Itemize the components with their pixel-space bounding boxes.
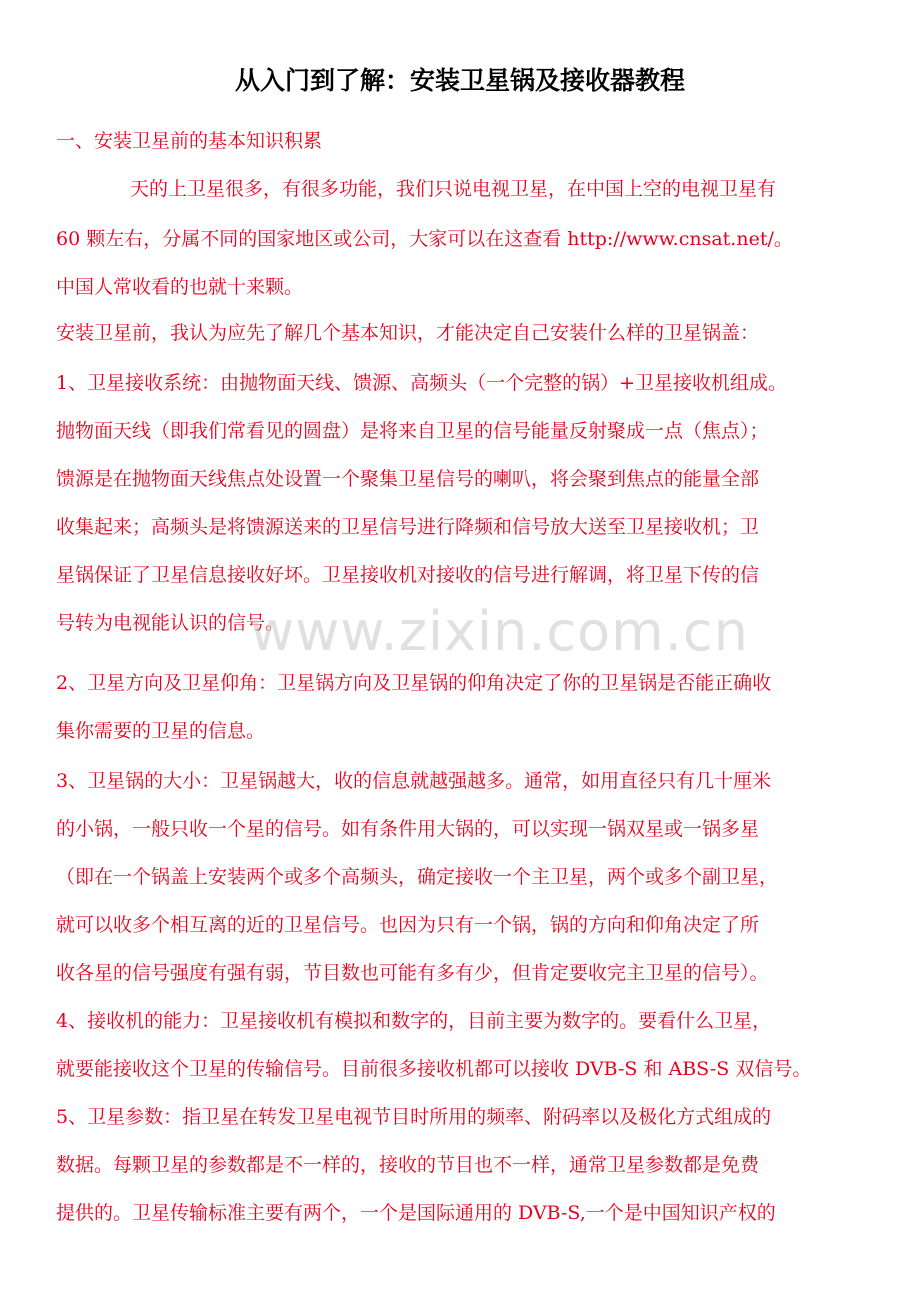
paragraph-line: 数据。每颗卫星的参数都是不一样的，接收的节目也不一样，通常卫星参数都是免费 [56, 1154, 760, 1176]
paragraph-line: 中国人常收看的也就十来颗。 [56, 276, 304, 298]
paragraph-line: 60 颗左右，分属不同的国家地区或公司，大家可以在这查看 http://www.cnsat.net/。 [56, 228, 793, 250]
document-title: 从入门到了解：安装卫星锅及接收器教程 [234, 66, 685, 95]
paragraph-line: 集你需要的卫星的信息。 [56, 720, 266, 742]
paragraph-line: 星锅保证了卫星信息接收好坏。卫星接收机对接收的信号进行解调，将卫星下传的信 [56, 564, 760, 586]
paragraph-line: 号转为电视能认识的信号。 [56, 612, 285, 634]
paragraph-line: 抛物面天线（即我们常看见的圆盘）是将来自卫星的信号能量反射聚成一点（焦点）； [56, 420, 769, 442]
paragraph-line: 馈源是在抛物面天线焦点处设置一个聚集卫星信号的喇叭，将会聚到焦点的能量全部 [56, 468, 760, 490]
paragraph-line: 安装卫星前，我认为应先了解几个基本知识，才能决定自己安装什么样的卫星锅盖： [56, 322, 760, 344]
paragraph-line: 提供的。卫星传输标准主要有两个，一个是国际通用的 DVB-S,一个是中国知识产权的 [56, 1202, 776, 1224]
list-item-line: 5、卫星参数：指卫星在转发卫星电视节目时所用的频率、附码率以及极化方式组成的 [56, 1106, 772, 1128]
section-heading: 一、安装卫星前的基本知识积累 [56, 130, 323, 152]
list-item-line: 3、卫星锅的大小：卫星锅越大，收的信息就越强越多。通常，如用直径只有几十厘米 [56, 770, 772, 792]
paragraph-line: 的小锅，一般只收一个星的信号。如有条件用大锅的，可以实现一锅双星或一锅多星 [56, 818, 760, 840]
list-item-line: 4、接收机的能力：卫星接收机有模拟和数字的，目前主要为数字的。要看什么卫星， [56, 1010, 772, 1032]
paragraph-line: （即在一个锅盖上安装两个或多个高频头，确定接收一个主卫星，两个或多个副卫星， [56, 866, 779, 888]
paragraph-line: 天的上卫星很多，有很多功能，我们只说电视卫星，在中国上空的电视卫星有 [130, 178, 777, 200]
watermark: www.zixin.com.cn [250, 600, 749, 663]
list-item-line: 1、卫星接收系统：由抛物面天线、馈源、高频头（一个完整的锅）+卫星接收机组成。 [56, 372, 788, 394]
paragraph-line: 就可以收多个相互离的近的卫星信号。也因为只有一个锅，锅的方向和仰角决定了所 [56, 914, 760, 936]
list-item-line: 2、卫星方向及卫星仰角：卫星锅方向及卫星锅的仰角决定了你的卫星锅是否能正确收 [56, 672, 772, 694]
paragraph-line: 收集起来；高频头是将馈源送来的卫星信号进行降频和信号放大送至卫星接收机；卫 [56, 516, 760, 538]
paragraph-line: 收各星的信号强度有强有弱，节目数也可能有多有少，但肯定要收完主卫星的信号）。 [56, 962, 769, 984]
paragraph-line: 就要能接收这个卫星的传输信号。目前很多接收机都可以接收 DVB-S 和 ABS-S 双信号。 [56, 1058, 812, 1080]
